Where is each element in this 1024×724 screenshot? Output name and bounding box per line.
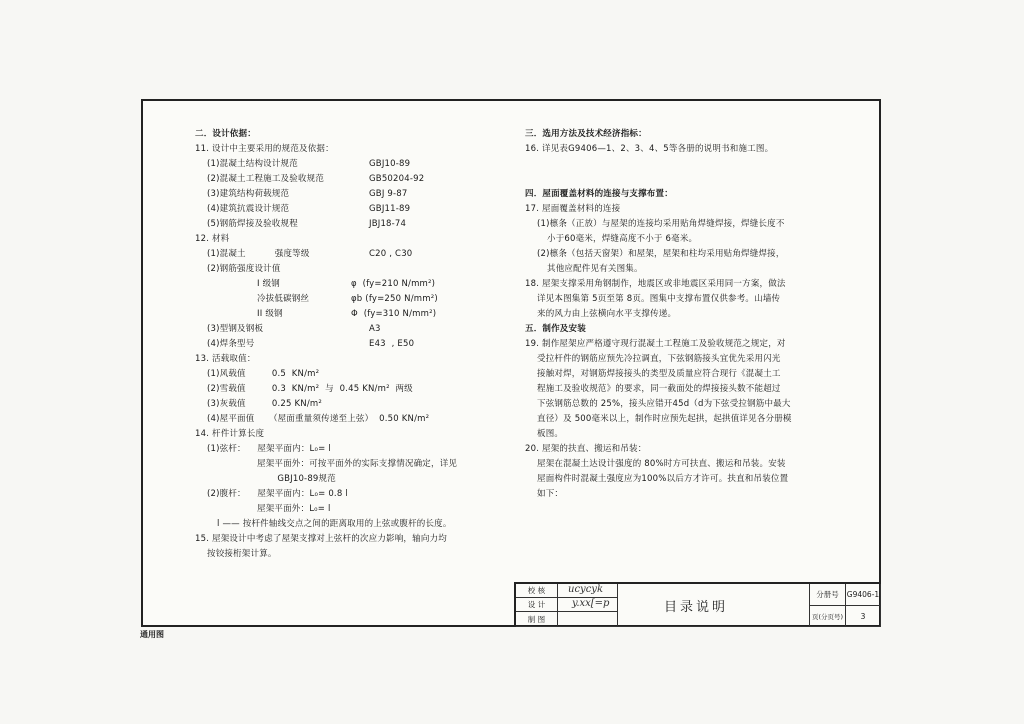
methods-and-installation-column <box>525 127 792 502</box>
atlas-number: G9406-1 <box>846 584 881 606</box>
design-basis-item-label: (3)型钢及钢板 <box>207 324 264 334</box>
design-basis-line <box>195 322 457 337</box>
design-basis-item-label: II 级钢 <box>257 309 283 319</box>
design-basis-item-value: A3 <box>369 324 381 334</box>
design-basis-line: 屋架平面外：L₀= l <box>257 504 331 514</box>
design-basis-line <box>195 157 457 172</box>
methods-line: 17. 屋面覆盖材料的连接 <box>525 204 621 214</box>
design-basis-item-value: Φ (fy=310 N/mm²) <box>351 309 437 319</box>
methods-line: 16. 详见表G9406—1、2、3、4、5等各册的说明书和施工图。 <box>525 144 774 154</box>
designer-label: 设 计 <box>516 598 558 612</box>
methods-line: (2)檩条（包括天窗架）和屋架，屋架和柱均采用贴角焊缝焊接， <box>537 249 785 259</box>
page-number-label: 页(分页号) <box>810 606 846 627</box>
design-basis-line <box>195 307 457 322</box>
design-basis-line: GBJ10-89规范 <box>257 474 336 484</box>
design-basis-item-value: φ (fy=210 N/mm²) <box>351 279 436 289</box>
design-basis-line: (2)钢筋强度设计值 <box>207 264 281 274</box>
design-basis-line: (4)屋平面值 （屋面重量须传递至上弦） 0.50 KN/m² <box>207 414 430 424</box>
methods-line: 19. 制作屋架应严格遵守现行混凝土工程施工及验收规范之规定，对 <box>525 339 786 349</box>
design-basis-item-value: GBJ 9-87 <box>369 189 408 199</box>
design-basis-item-label: 冷拔低碳钢丝 <box>257 294 310 304</box>
design-basis-item-label: (4)建筑抗震设计规范 <box>207 204 290 214</box>
design-basis-line: (1)风载值 0.5 KN/m² <box>207 369 320 379</box>
design-basis-item-value: C20 , C30 <box>369 249 413 259</box>
drafter-label: 制 图 <box>516 612 558 627</box>
design-basis-item-label: (3)建筑结构荷载规范 <box>207 189 290 199</box>
methods-line: 屋架在混凝土达设计强度的 80%时方可扶直、搬运和吊装。安装 <box>537 459 786 469</box>
design-basis-line <box>195 292 457 307</box>
methods-line: 接触对焊，对钢筋焊接接头的类型及质量应符合现行《混凝土工 <box>537 369 781 379</box>
design-basis-line <box>195 172 457 187</box>
design-basis-line <box>195 217 457 232</box>
design-basis-item-value: φb (fy=250 N/mm²) <box>351 294 438 304</box>
designer-signature: y.xx[=p <box>572 598 610 609</box>
design-basis-item-value: GB50204-92 <box>369 174 425 184</box>
methods-line <box>525 157 792 172</box>
design-basis-line <box>195 247 457 262</box>
design-basis-item-label: (4)焊条型号 <box>207 339 255 349</box>
methods-line: 屋面构件时混凝土强度应为100%以后方才许可。扶直和吊装位置 <box>537 474 789 484</box>
design-basis-line: l —— 按杆件轴线交点之间的距离取用的上弦或腹杆的长度。 <box>217 519 452 529</box>
methods-line: 详见本图集第 5页至第 8页。图集中支撑布置仅供参考。山墙传 <box>537 294 781 304</box>
design-basis-line: 屋架平面外：可按平面外的实际支撑情况确定，详见 <box>257 459 458 469</box>
checker-signature: ucycyk <box>568 584 603 595</box>
design-basis-line <box>195 187 457 202</box>
methods-line <box>525 172 792 187</box>
design-basis-item-label: (5)钢筋焊接及验收规程 <box>207 219 298 229</box>
methods-line: 18. 屋架支撑采用角钢制作，地震区或非地震区采用同一方案，做法 <box>525 279 786 289</box>
methods-line: 五．制作及安装 <box>525 324 586 334</box>
design-basis-item-label: (2)混凝土工程施工及验收规范 <box>207 174 325 184</box>
methods-line: 下弦钢筋总数的 25%，接头应错开45d（d为下弦受拉钢筋中最大 <box>537 399 791 409</box>
design-basis-column <box>195 127 457 562</box>
methods-line: 直径）及 500毫米以上，制作时应预先起拱，起拱值详见各分册模 <box>537 414 792 424</box>
design-basis-line: (2)雪载值 0.3 KN/m² 与 0.45 KN/m² 两级 <box>207 384 413 394</box>
design-basis-line <box>195 277 457 292</box>
design-basis-item-label: I 级钢 <box>257 279 281 289</box>
drafter-signature-cell <box>558 612 618 627</box>
methods-line: 其他应配件见有关图集。 <box>547 264 643 274</box>
methods-line: 受拉杆件的钢筋应预先冷拉调直，下弦钢筋接头宜优先采用闪光 <box>537 354 781 364</box>
methods-line: 三．选用方法及技术经济指标： <box>525 129 647 139</box>
drawing-title: 目录说明 <box>664 600 729 615</box>
methods-line: 来的风力由上弦横向水平支撑传递。 <box>537 309 677 319</box>
design-basis-item-value: GBJ11-89 <box>369 204 411 214</box>
design-basis-line: 二．设计依据： <box>195 129 256 139</box>
design-basis-line: (3)灰载值 0.25 KN/m² <box>207 399 322 409</box>
methods-line: (1)檩条（正放）与屋架的连接均采用贴角焊缝焊接，焊缝长度不 <box>537 219 785 229</box>
methods-line: 程施工及验收规范》的要求，同一截面处的焊接接头数不能超过 <box>537 384 781 394</box>
design-basis-line: (1)弦杆： 屋架平面内：L₀= l <box>207 444 331 454</box>
atlas-number-label: 分册号 <box>810 584 846 606</box>
methods-line: 四．屋面覆盖材料的连接与支撑布置： <box>525 189 673 199</box>
methods-line: 如下： <box>537 489 564 499</box>
page-number: 3 <box>846 606 881 627</box>
design-basis-line: 按铰接桁架计算。 <box>207 549 277 559</box>
design-basis-line <box>195 202 457 217</box>
design-basis-line: 15. 屋架设计中考虑了屋架支撑对上弦杆的次应力影响，轴向力均 <box>195 534 447 544</box>
design-basis-item-label: (1)混凝土结构设计规范 <box>207 159 298 169</box>
design-basis-item-value: E43 , E50 <box>369 339 415 349</box>
design-basis-line: 11. 设计中主要采用的规范及依据： <box>195 144 334 154</box>
design-basis-line: 12. 材料 <box>195 234 230 244</box>
methods-line: 20. 屋架的扶直、搬运和吊装： <box>525 444 647 454</box>
design-basis-item-label: (1)混凝土 强度等级 <box>207 249 310 259</box>
footer-label: 通用图 <box>140 630 164 639</box>
design-basis-line <box>195 337 457 352</box>
design-basis-item-value: JBJ18-74 <box>369 219 407 229</box>
checker-label: 校 核 <box>516 584 558 598</box>
design-basis-line: 13. 活载取值： <box>195 354 256 364</box>
design-basis-line: (2)腹杆： 屋架平面内：L₀= 0.8 l <box>207 489 348 499</box>
design-basis-line: 14. 杆件计算长度 <box>195 429 265 439</box>
design-basis-item-value: GBJ10-89 <box>369 159 411 169</box>
methods-line: 小于60毫米，焊缝高度不小于 6毫米。 <box>547 234 698 244</box>
methods-line: 板图。 <box>537 429 564 439</box>
